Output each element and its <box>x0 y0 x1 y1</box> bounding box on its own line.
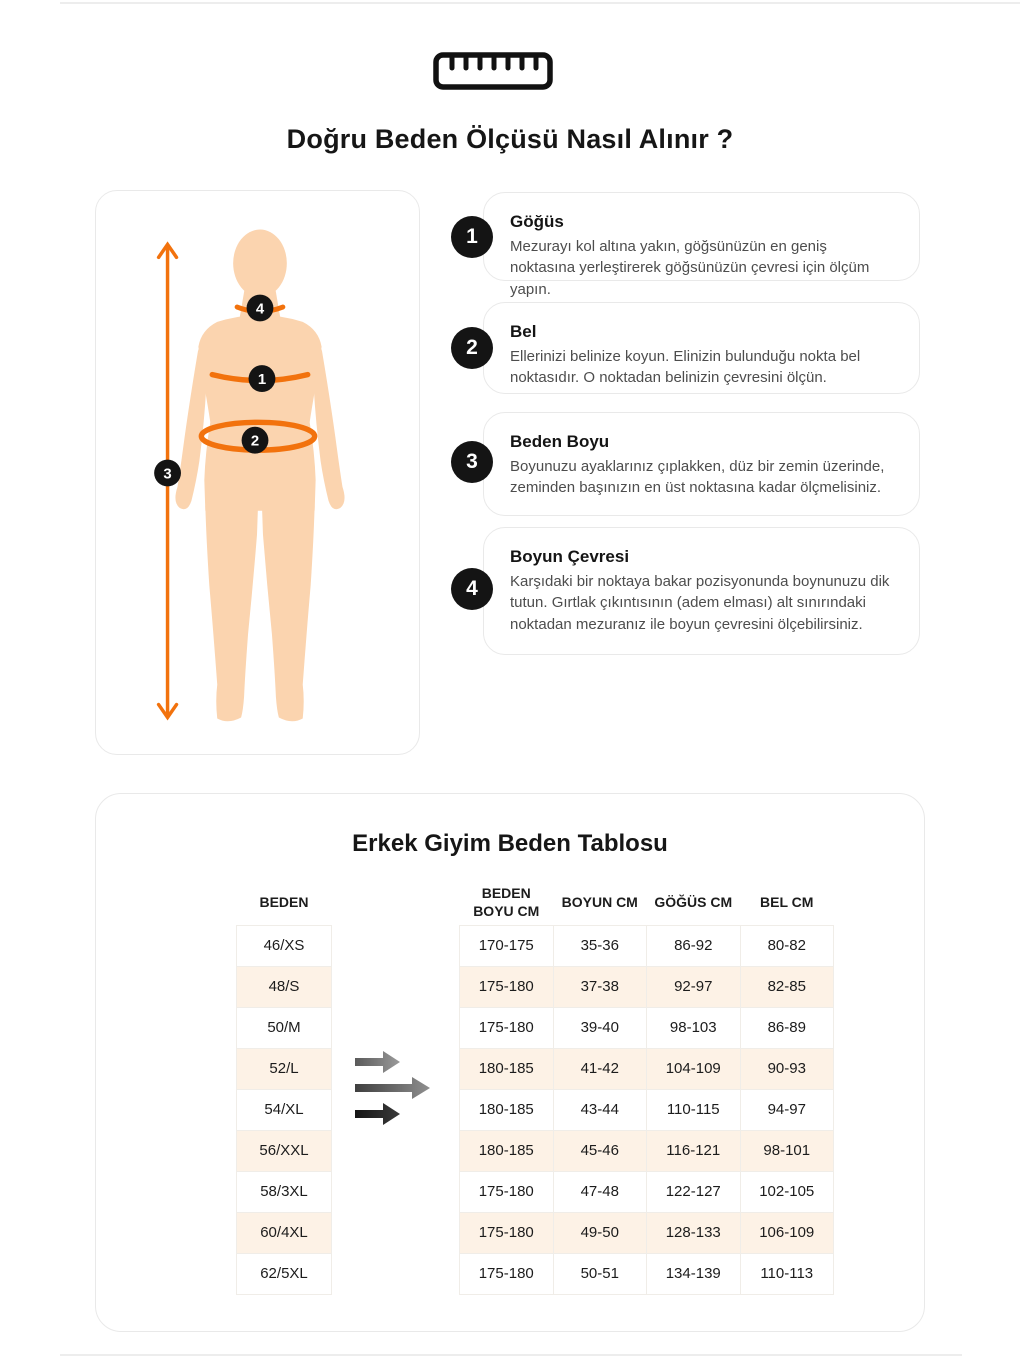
measure-cell: 180-185 <box>460 1089 554 1130</box>
column-header-bel: BEL CM <box>760 894 814 910</box>
marker-number-chest: 1 <box>257 372 267 389</box>
measure-cell: 86-92 <box>647 925 741 966</box>
ruler-icon <box>433 52 553 90</box>
size-cell: 46/XS <box>237 925 332 966</box>
column-header-boyun: BOYUN CM <box>561 894 638 910</box>
measure-cell: 37-38 <box>553 966 647 1007</box>
size-cell: 48/S <box>237 966 332 1007</box>
instruction-title: Beden Boyu <box>510 432 610 451</box>
instruction-title: Göğüs <box>510 212 564 231</box>
instruction-card-neck <box>483 527 920 655</box>
table-row <box>460 1130 834 1171</box>
measure-cell: 50-51 <box>553 1253 647 1294</box>
measure-cell: 47-48 <box>553 1171 647 1212</box>
instruction-card-height <box>483 412 920 516</box>
measurements-table <box>459 881 834 1295</box>
measure-cell: 106-109 <box>740 1212 834 1253</box>
measure-cell: 175-180 <box>460 1171 554 1212</box>
table-row <box>460 1048 834 1089</box>
measure-cell: 175-180 <box>460 1212 554 1253</box>
table-row <box>460 1089 834 1130</box>
table-row <box>237 1130 332 1171</box>
instruction-text: Boyunuzu ayaklarınız çıplakken, düz bir zemin üzerinde, zeminden başınızın en üst noktasına kadar ölçmelisiniz. <box>510 458 885 497</box>
table-row <box>460 966 834 1007</box>
measure-cell: 39-40 <box>553 1007 647 1048</box>
measure-cell: 175-180 <box>460 1253 554 1294</box>
instruction-card-waist <box>483 302 920 394</box>
bottom-divider <box>60 1354 962 1356</box>
table-row <box>460 1007 834 1048</box>
measure-cell: 45-46 <box>553 1130 647 1171</box>
instruction-number-badge: 2 <box>451 327 493 369</box>
table-row <box>460 1253 834 1294</box>
measure-cell: 90-93 <box>740 1048 834 1089</box>
measure-cell: 110-115 <box>647 1089 741 1130</box>
size-cell: 62/5XL <box>237 1253 332 1294</box>
size-cell: 60/4XL <box>237 1212 332 1253</box>
size-table-title: Erkek Giyim Beden Tablosu <box>352 830 668 857</box>
instruction-text: Karşıdaki bir noktaya bakar pozisyonunda boynunuzu dik tutun. Gırtlak çıkıntısının (adem elması) alt sınırındaki noktadan mezuranız ile boyun çevresini ölçebilirsiniz. <box>510 573 890 633</box>
measure-cell: 175-180 <box>460 1007 554 1048</box>
size-cell: 54/XL <box>237 1089 332 1130</box>
measure-cell: 122-127 <box>647 1171 741 1212</box>
top-divider <box>60 2 1020 4</box>
table-row <box>460 1212 834 1253</box>
transfer-arrows-icon <box>350 1046 440 1136</box>
column-header-beden-boyu: BEDEN BOYU CM <box>473 885 540 919</box>
measure-cell: 116-121 <box>647 1130 741 1171</box>
figure-left-arm <box>175 349 206 509</box>
instruction-number-badge: 1 <box>451 216 493 258</box>
body-figure-card <box>95 190 420 755</box>
body-figure-illustration <box>96 191 419 754</box>
measure-cell: 41-42 <box>553 1048 647 1089</box>
table-row <box>237 1089 332 1130</box>
measure-cell: 82-85 <box>740 966 834 1007</box>
instruction-number-badge: 4 <box>451 568 493 610</box>
instruction-card-chest <box>483 192 920 298</box>
measure-cell: 170-175 <box>460 925 554 966</box>
page-title: Doğru Beden Ölçüsü Nasıl Alınır ? <box>286 124 734 154</box>
measure-cell: 98-103 <box>647 1007 741 1048</box>
measure-cell: 104-109 <box>647 1048 741 1089</box>
figure-right-arm <box>314 349 345 509</box>
column-header-gogus: GÖĞÜS CM <box>654 894 733 910</box>
marker-number-waist: 2 <box>250 433 260 450</box>
measure-cell: 86-89 <box>740 1007 834 1048</box>
table-row <box>460 1171 834 1212</box>
table-row <box>237 1171 332 1212</box>
measure-cell: 80-82 <box>740 925 834 966</box>
figure-left-leg <box>205 506 258 721</box>
table-row <box>237 1048 332 1089</box>
size-table-card <box>95 793 925 1332</box>
table-row <box>237 1212 332 1253</box>
measure-cell: 180-185 <box>460 1130 554 1171</box>
figure-right-leg <box>262 506 315 721</box>
measure-cell: 35-36 <box>553 925 647 966</box>
measure-cell: 94-97 <box>740 1089 834 1130</box>
table-row <box>237 1253 332 1294</box>
size-cell: 58/3XL <box>237 1171 332 1212</box>
measure-cell: 175-180 <box>460 966 554 1007</box>
size-cell: 56/XXL <box>237 1130 332 1171</box>
measure-cell: 110-113 <box>740 1253 834 1294</box>
size-column-table <box>236 881 332 1295</box>
table-row <box>237 1007 332 1048</box>
instruction-text: Mezurayı kol altına yakın, göğsünüzün en geniş noktasına yerleştirerek göğsünüzün çevresi için ölçüm yapın. <box>510 238 870 298</box>
measure-cell: 92-97 <box>647 966 741 1007</box>
measure-cell: 134-139 <box>647 1253 741 1294</box>
size-cell: 52/L <box>237 1048 332 1089</box>
figure-torso <box>198 315 321 511</box>
table-row <box>460 925 834 966</box>
measure-cell: 98-101 <box>740 1130 834 1171</box>
size-cell: 50/M <box>237 1007 332 1048</box>
column-header-beden: BEDEN <box>259 894 309 910</box>
instruction-title: Bel <box>510 322 537 341</box>
marker-number-height: 3 <box>163 466 172 483</box>
instruction-text: Ellerinizi belinize koyun. Elinizin bulunduğu nokta bel noktasıdır. O noktadan belinizin çevresini ölçün. <box>510 348 861 387</box>
instruction-number-badge: 3 <box>451 441 493 483</box>
measure-cell: 128-133 <box>647 1212 741 1253</box>
table-row <box>237 925 332 966</box>
measure-cell: 49-50 <box>553 1212 647 1253</box>
measure-cell: 43-44 <box>553 1089 647 1130</box>
table-row <box>237 966 332 1007</box>
measure-cell: 180-185 <box>460 1048 554 1089</box>
measure-cell: 102-105 <box>740 1171 834 1212</box>
instruction-title: Boyun Çevresi <box>510 547 630 566</box>
marker-number-neck: 4 <box>255 301 265 318</box>
